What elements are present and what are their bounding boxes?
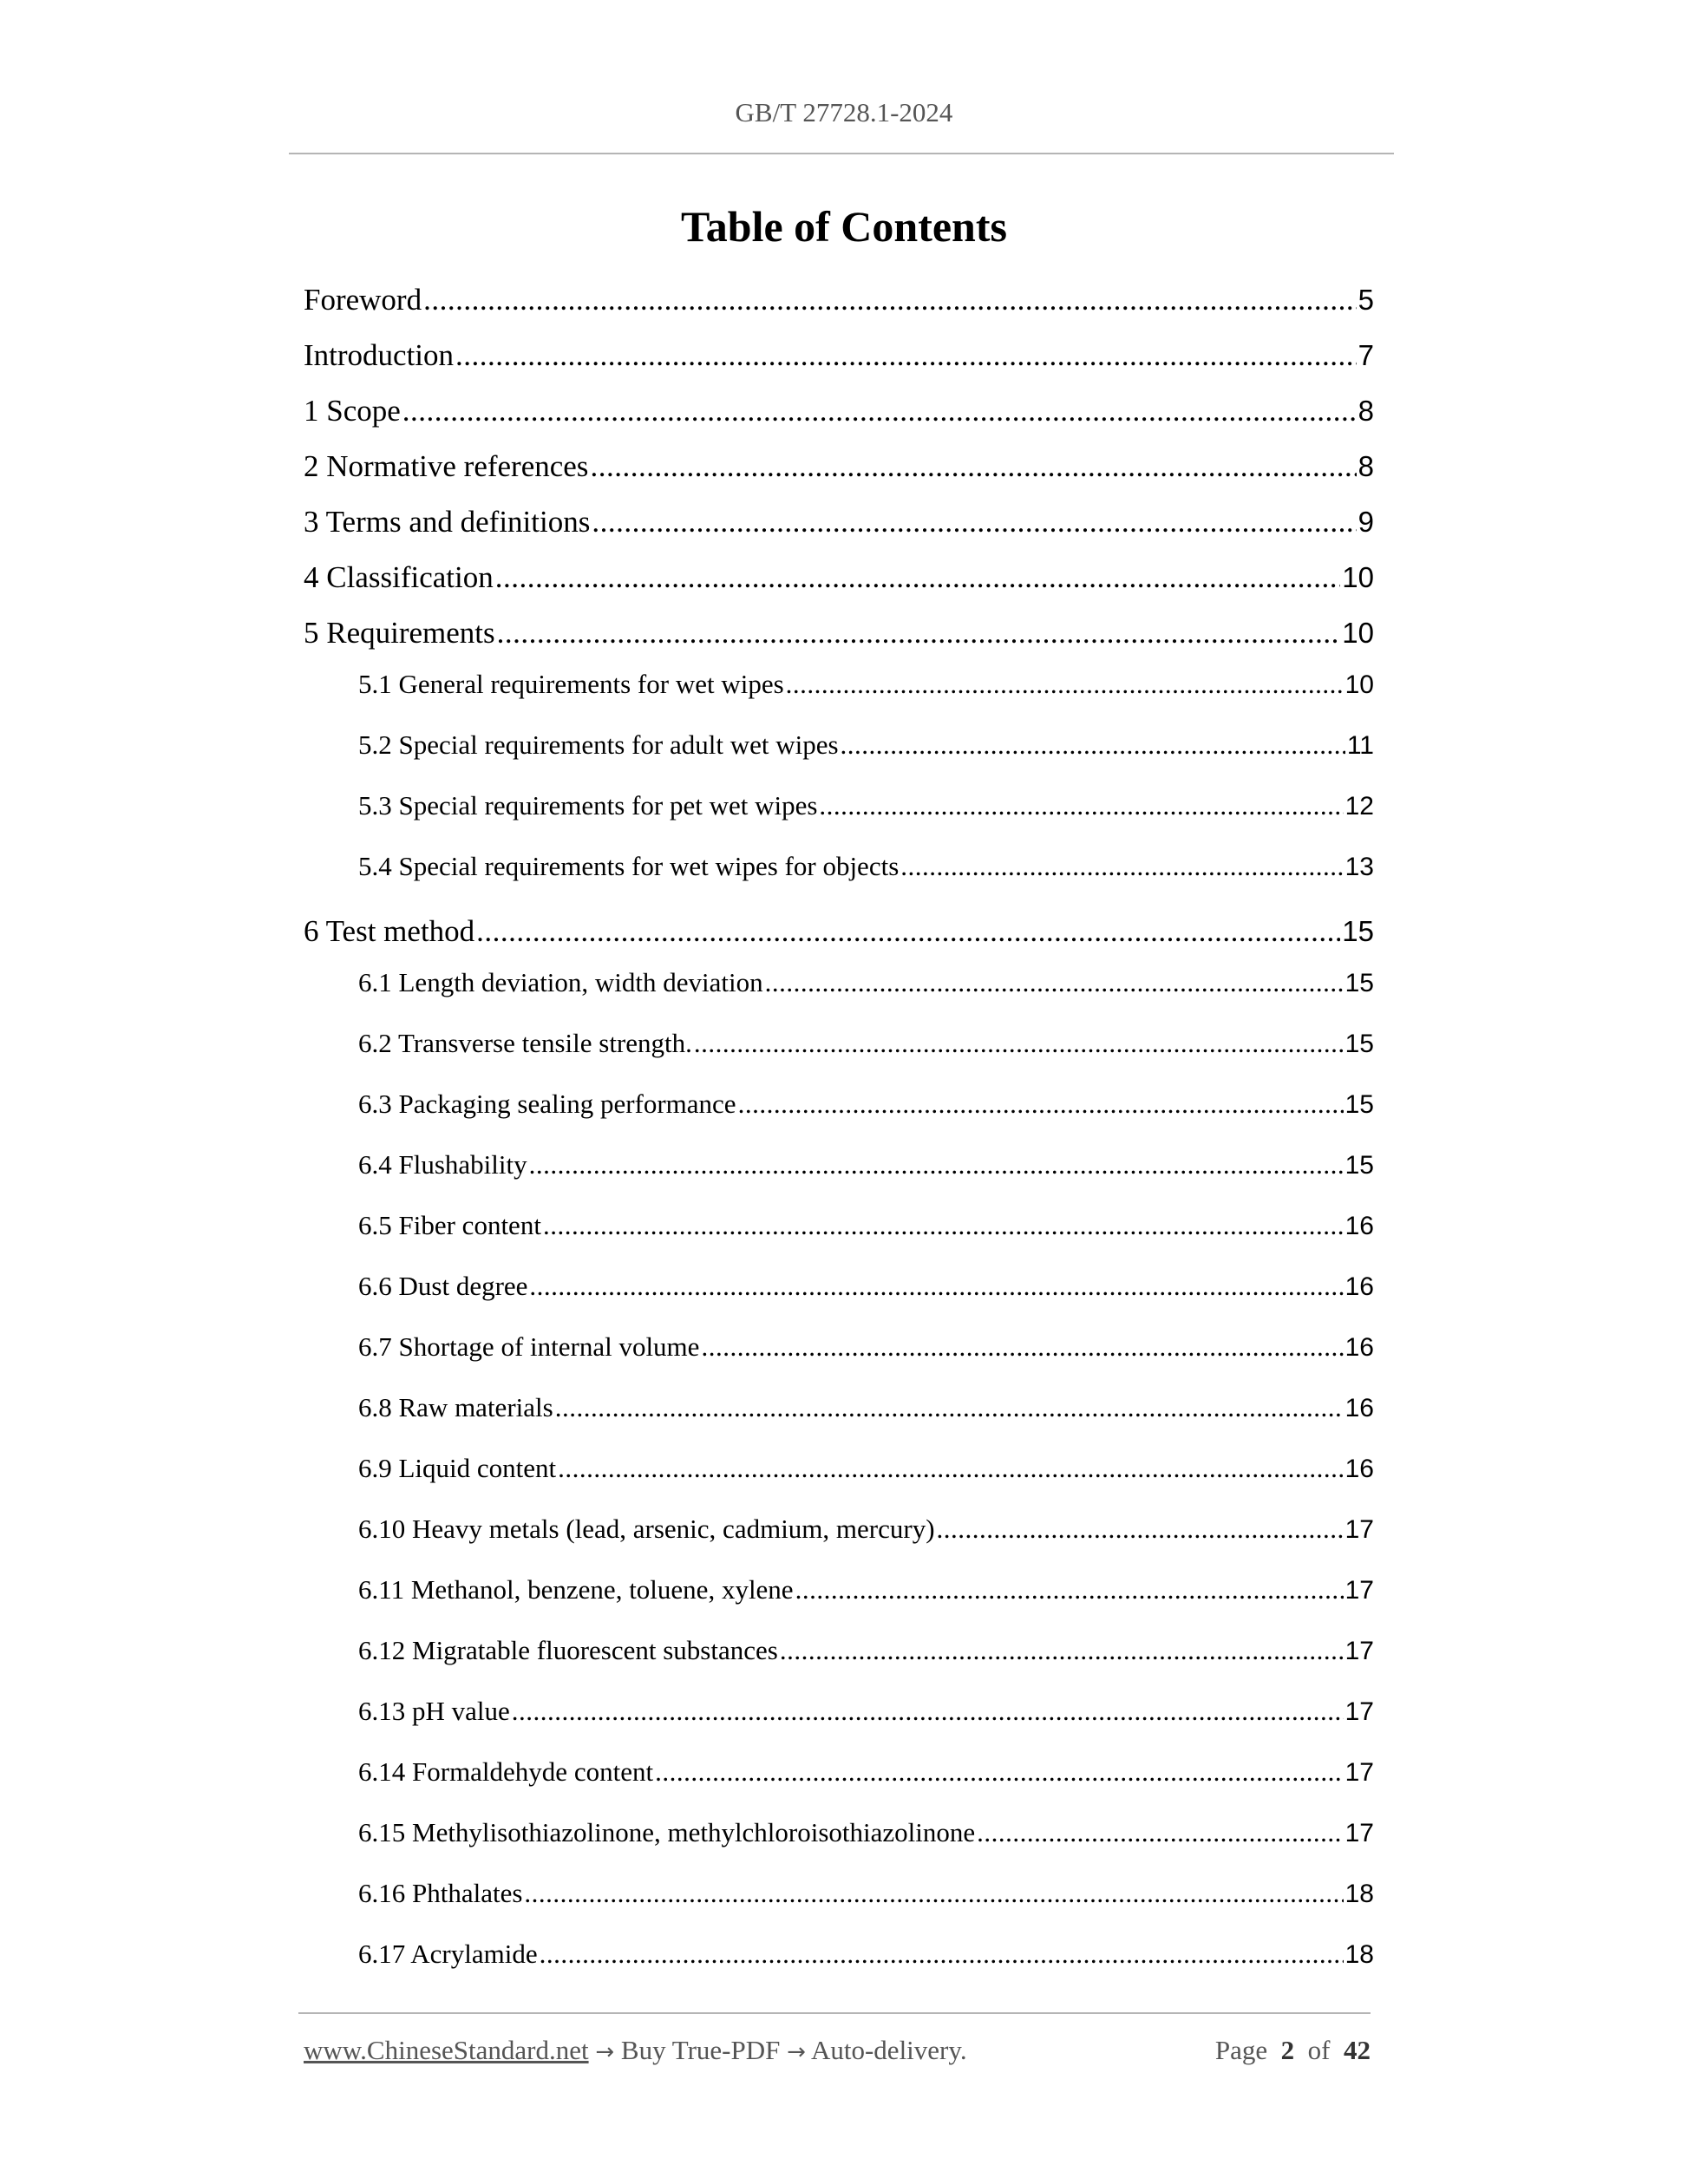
toc-entry-page: 17 [1345, 1758, 1374, 1787]
dot-leader [495, 560, 1341, 595]
toc-entry-5-2[interactable] [358, 729, 1374, 764]
dot-leader [795, 1574, 1344, 1605]
toc-entry-page: 18 [1345, 1880, 1374, 1908]
toc-entry-label: 6.3 Packaging sealing performance [358, 1089, 736, 1119]
dot-leader [455, 338, 1357, 373]
dot-leader [841, 729, 1345, 761]
toc-entry-label: 6.9 Liquid content [358, 1453, 557, 1483]
toc-entry-terms-and-definitions[interactable] [304, 505, 1374, 543]
toc-entry-label: 6.16 Phthalates [358, 1878, 523, 1908]
arrow-right-icon: → [787, 2039, 806, 2065]
document-id-header: GB/T 27728.1-2024 [735, 97, 953, 128]
toc-entry-page: 16 [1345, 1333, 1374, 1362]
toc-entry-6-9[interactable] [358, 1453, 1374, 1488]
of-word: of [1307, 2035, 1331, 2065]
toc-entry-normative-references[interactable] [304, 449, 1374, 487]
toc-entry-label: Introduction [304, 338, 455, 372]
toc-entry-page: 7 [1358, 339, 1374, 371]
toc-entry-5-3[interactable] [358, 790, 1374, 825]
toc-entry-page: 15 [1345, 1030, 1374, 1058]
toc-entry-label: 6 Test method [304, 914, 475, 948]
toc-entry-page: 17 [1345, 1637, 1374, 1665]
toc-entry-page: 18 [1345, 1940, 1374, 1969]
toc-entry-foreword[interactable] [304, 283, 1374, 321]
dot-leader [694, 1028, 1344, 1059]
dot-leader [476, 914, 1340, 949]
toc-entry-page: 16 [1345, 1212, 1374, 1240]
toc-entry-label: 6.6 Dust degree [358, 1271, 528, 1301]
toc-entry-page: 17 [1345, 1819, 1374, 1847]
toc-entry-label: 5.1 General requirements for wet wipes [358, 669, 784, 699]
toc-entry-page: 11 [1346, 731, 1374, 760]
dot-leader [540, 1939, 1344, 1970]
toc-entry-label: 2 Normative references [304, 449, 589, 483]
site-link[interactable]: www.ChineseStandard.net [304, 2035, 589, 2065]
toc-entry-page: 8 [1358, 395, 1374, 427]
toc-entry-label: 6.13 pH value [358, 1696, 510, 1726]
dot-leader [423, 283, 1357, 317]
toc-entry-page: 12 [1345, 792, 1374, 821]
dot-leader [529, 1271, 1343, 1302]
toc-entry-page: 17 [1345, 1515, 1374, 1544]
dot-leader [497, 616, 1341, 651]
arrow-right-icon: → [595, 2039, 615, 2065]
toc-entry-page: 10 [1342, 561, 1374, 593]
toc-entry-5-4[interactable] [358, 851, 1374, 886]
toc-entry-page: 8 [1358, 450, 1374, 482]
page-total: 42 [1344, 2035, 1371, 2065]
toc-entry-label: 6.1 Length deviation, width deviation [358, 967, 763, 997]
toc-entry-6-8[interactable] [358, 1392, 1374, 1427]
toc-entry-label: 5 Requirements [304, 616, 495, 650]
toc-entry-6-13[interactable] [358, 1696, 1374, 1730]
toc-entry-6-1[interactable] [358, 967, 1374, 1002]
toc-entry-6-14[interactable] [358, 1756, 1374, 1791]
toc-entry-page: 15 [1345, 1151, 1374, 1180]
toc-entry-test-method[interactable] [304, 914, 1374, 952]
dot-leader [701, 1331, 1343, 1363]
dot-leader [592, 505, 1356, 539]
toc-entry-label: 5.4 Special requirements for wet wipes for objects [358, 851, 900, 881]
page-footer [304, 2035, 1371, 2066]
dot-leader [512, 1696, 1344, 1727]
page-number [1215, 2035, 1371, 2066]
footer-promo [304, 2035, 967, 2066]
dot-leader [977, 1817, 1343, 1848]
toc-entry-page: 16 [1345, 1455, 1374, 1483]
buy-text: Buy True-PDF [620, 2035, 781, 2065]
toc-entry-page: 16 [1345, 1272, 1374, 1301]
toc-entry-label: 6.2 Transverse tensile strength. [358, 1028, 692, 1058]
toc-entry-page: 15 [1345, 969, 1374, 997]
toc-entry-requirements[interactable] [304, 616, 1374, 654]
toc-entry-page: 5 [1358, 284, 1374, 316]
toc-entry-6-16[interactable] [358, 1878, 1374, 1913]
toc-entry-page: 10 [1345, 670, 1374, 699]
toc-entry-label: 6.5 Fiber content [358, 1210, 541, 1240]
page-title: Table of Contents [681, 202, 1007, 251]
toc-entry-label: 6.4 Flushability [358, 1149, 527, 1180]
toc-entry-scope[interactable] [304, 394, 1374, 432]
toc-entry-6-6[interactable] [358, 1271, 1374, 1305]
dot-leader [786, 669, 1344, 700]
toc-entry-classification[interactable] [304, 560, 1374, 598]
dot-leader [819, 790, 1343, 821]
footer-divider [298, 2012, 1371, 2014]
dot-leader [655, 1756, 1344, 1788]
toc-entry-label: 6.8 Raw materials [358, 1392, 553, 1422]
toc-entry-6-10[interactable] [358, 1514, 1374, 1548]
toc-entry-5-1[interactable] [358, 669, 1374, 703]
toc-entry-6-17[interactable] [358, 1939, 1374, 1973]
dot-leader [402, 394, 1357, 428]
toc-entry-label: 5.2 Special requirements for adult wet wipes [358, 729, 839, 760]
toc-entry-6-4[interactable] [358, 1149, 1374, 1184]
dot-leader [558, 1453, 1343, 1484]
toc-entry-6-11[interactable] [358, 1574, 1374, 1609]
toc-entry-label: Foreword [304, 283, 422, 317]
toc-entry-introduction[interactable] [304, 338, 1374, 376]
toc-entry-label: 4 Classification [304, 560, 494, 594]
toc-entry-6-12[interactable] [358, 1635, 1374, 1670]
dot-leader [900, 851, 1343, 882]
toc-entry-label: 1 Scope [304, 394, 401, 428]
dot-leader [765, 967, 1344, 998]
toc-entry-label: 6.11 Methanol, benzene, toluene, xylene [358, 1574, 794, 1605]
toc-entry-page: 16 [1345, 1394, 1374, 1422]
toc-entry-label: 6.14 Formaldehyde content [358, 1756, 654, 1787]
toc-entry-label: 6.7 Shortage of internal volume [358, 1331, 700, 1362]
toc-entry-label: 6.10 Heavy metals (lead, arsenic, cadmium, mercury) [358, 1514, 935, 1544]
toc-entry-6-5[interactable] [358, 1210, 1374, 1245]
toc-entry-page: 15 [1342, 915, 1374, 947]
dot-leader [543, 1210, 1344, 1241]
delivery-text: Auto-delivery. [810, 2035, 967, 2065]
toc-entry-page: 10 [1342, 617, 1374, 649]
dot-leader [738, 1089, 1344, 1120]
toc-entry-page: 13 [1345, 853, 1374, 881]
toc-entry-label: 3 Terms and definitions [304, 505, 591, 539]
toc-entry-6-3[interactable] [358, 1089, 1374, 1123]
toc-entry-page: 17 [1345, 1576, 1374, 1605]
toc-entry-6-15[interactable] [358, 1817, 1374, 1852]
dot-leader [555, 1392, 1344, 1423]
dot-leader [524, 1878, 1343, 1909]
page-word: Page [1214, 2035, 1268, 2065]
page-current: 2 [1280, 2035, 1295, 2065]
toc-entry-label: 6.12 Migratable fluorescent substances [358, 1635, 778, 1665]
dot-leader [529, 1149, 1344, 1180]
dot-leader [590, 449, 1356, 484]
toc-entry-page: 15 [1345, 1090, 1374, 1119]
dot-leader [780, 1635, 1344, 1666]
toc-entry-label: 6.17 Acrylamide [358, 1939, 538, 1969]
toc-entry-6-7[interactable] [358, 1331, 1374, 1366]
toc-entry-page: 17 [1345, 1697, 1374, 1726]
toc-entry-page: 9 [1358, 506, 1374, 538]
toc-entry-6-2[interactable] [358, 1028, 1374, 1063]
dot-leader [937, 1514, 1344, 1545]
toc-entry-label: 5.3 Special requirements for pet wet wipes [358, 790, 818, 821]
toc-entry-label: 6.15 Methylisothiazolinone, methylchloroisothiazolinone [358, 1817, 976, 1847]
